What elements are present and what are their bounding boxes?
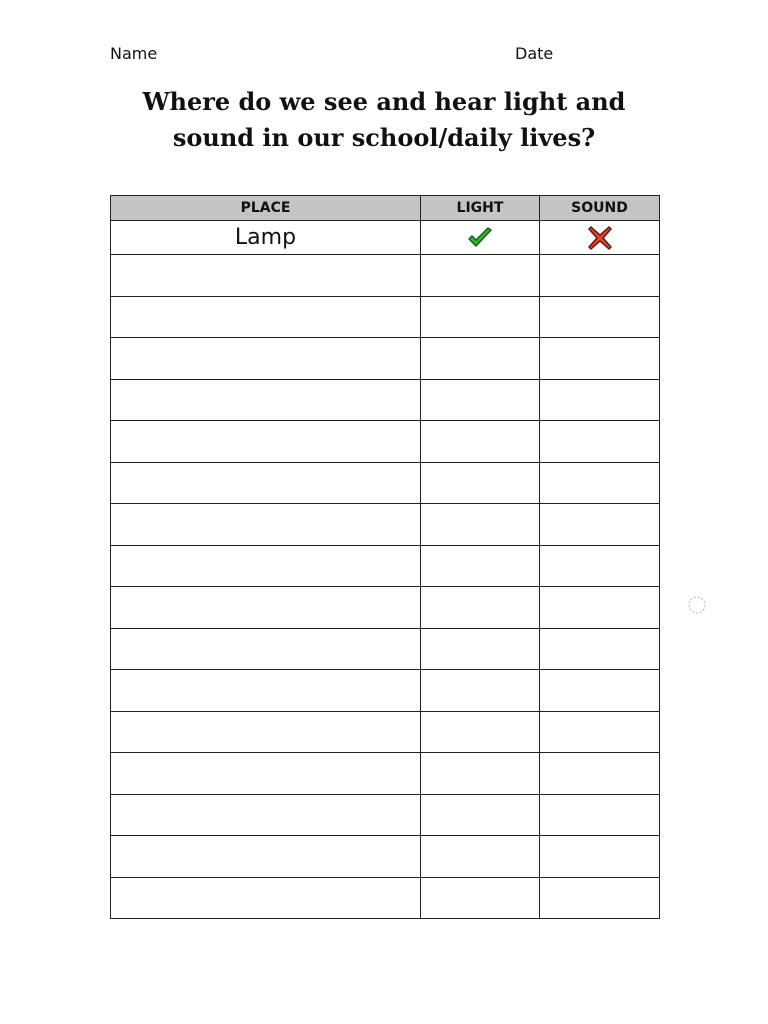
place-cell[interactable] (111, 753, 421, 795)
place-cell[interactable] (111, 670, 421, 712)
sound-cell[interactable] (540, 670, 660, 712)
light-cell[interactable] (421, 794, 540, 836)
sound-cell[interactable] (540, 628, 660, 670)
table-row (111, 504, 660, 546)
place-cell[interactable] (111, 296, 421, 338)
column-header-light: LIGHT (421, 196, 540, 221)
column-header-place: PLACE (111, 196, 421, 221)
sound-cell[interactable] (540, 794, 660, 836)
place-cell[interactable] (111, 462, 421, 504)
worksheet-title-line-2: sound in our school/daily lives? (172, 123, 596, 152)
table-header-row (111, 196, 660, 221)
light-cell[interactable] (421, 462, 540, 504)
name-label: Name (110, 44, 158, 63)
sound-cell[interactable] (540, 587, 660, 629)
sound-cell[interactable] (540, 836, 660, 878)
light-cell[interactable] (421, 628, 540, 670)
table-row (111, 628, 660, 670)
table-row (111, 379, 660, 421)
place-cell[interactable] (111, 794, 421, 836)
table-row (111, 462, 660, 504)
check-icon (421, 227, 539, 249)
date-label: Date (515, 44, 554, 63)
light-cell[interactable] (421, 338, 540, 380)
light-cell[interactable] (421, 545, 540, 587)
place-cell: Lamp (111, 221, 421, 255)
table-row (111, 421, 660, 463)
worksheet-title-line-1: Where do we see and hear light and (142, 87, 626, 116)
table-row (111, 670, 660, 712)
loading-spinner-icon (688, 596, 706, 614)
sound-cell (540, 221, 660, 255)
place-cell[interactable] (111, 711, 421, 753)
table-row (111, 836, 660, 878)
place-cell[interactable] (111, 545, 421, 587)
light-cell[interactable] (421, 670, 540, 712)
sound-cell[interactable] (540, 504, 660, 546)
light-cell[interactable] (421, 379, 540, 421)
light-cell (421, 221, 540, 255)
place-cell[interactable] (111, 421, 421, 463)
sound-cell[interactable] (540, 877, 660, 919)
light-cell[interactable] (421, 504, 540, 546)
sound-cell[interactable] (540, 379, 660, 421)
table-row (111, 221, 660, 255)
table-row (111, 296, 660, 338)
table-row (111, 794, 660, 836)
light-cell[interactable] (421, 836, 540, 878)
light-cell[interactable] (421, 421, 540, 463)
light-cell[interactable] (421, 587, 540, 629)
table-row (111, 753, 660, 795)
table-row (111, 711, 660, 753)
table-row (111, 255, 660, 297)
table-row (111, 587, 660, 629)
place-cell[interactable] (111, 379, 421, 421)
sound-cell[interactable] (540, 753, 660, 795)
place-cell[interactable] (111, 587, 421, 629)
column-header-sound: SOUND (540, 196, 660, 221)
table-row (111, 338, 660, 380)
sound-cell[interactable] (540, 255, 660, 297)
cross-icon (540, 225, 659, 251)
place-cell[interactable] (111, 628, 421, 670)
light-cell[interactable] (421, 753, 540, 795)
table-row (111, 545, 660, 587)
light-cell[interactable] (421, 255, 540, 297)
sound-cell[interactable] (540, 421, 660, 463)
table-row (111, 877, 660, 919)
worksheet-title (100, 84, 668, 156)
sound-cell[interactable] (540, 462, 660, 504)
light-cell[interactable] (421, 711, 540, 753)
sound-cell[interactable] (540, 338, 660, 380)
place-cell[interactable] (111, 255, 421, 297)
sound-cell[interactable] (540, 296, 660, 338)
place-cell[interactable] (111, 877, 421, 919)
light-cell[interactable] (421, 296, 540, 338)
place-cell[interactable] (111, 836, 421, 878)
light-cell[interactable] (421, 877, 540, 919)
sound-cell[interactable] (540, 545, 660, 587)
sound-cell[interactable] (540, 711, 660, 753)
place-cell[interactable] (111, 504, 421, 546)
worksheet-table (110, 195, 660, 919)
place-cell[interactable] (111, 338, 421, 380)
